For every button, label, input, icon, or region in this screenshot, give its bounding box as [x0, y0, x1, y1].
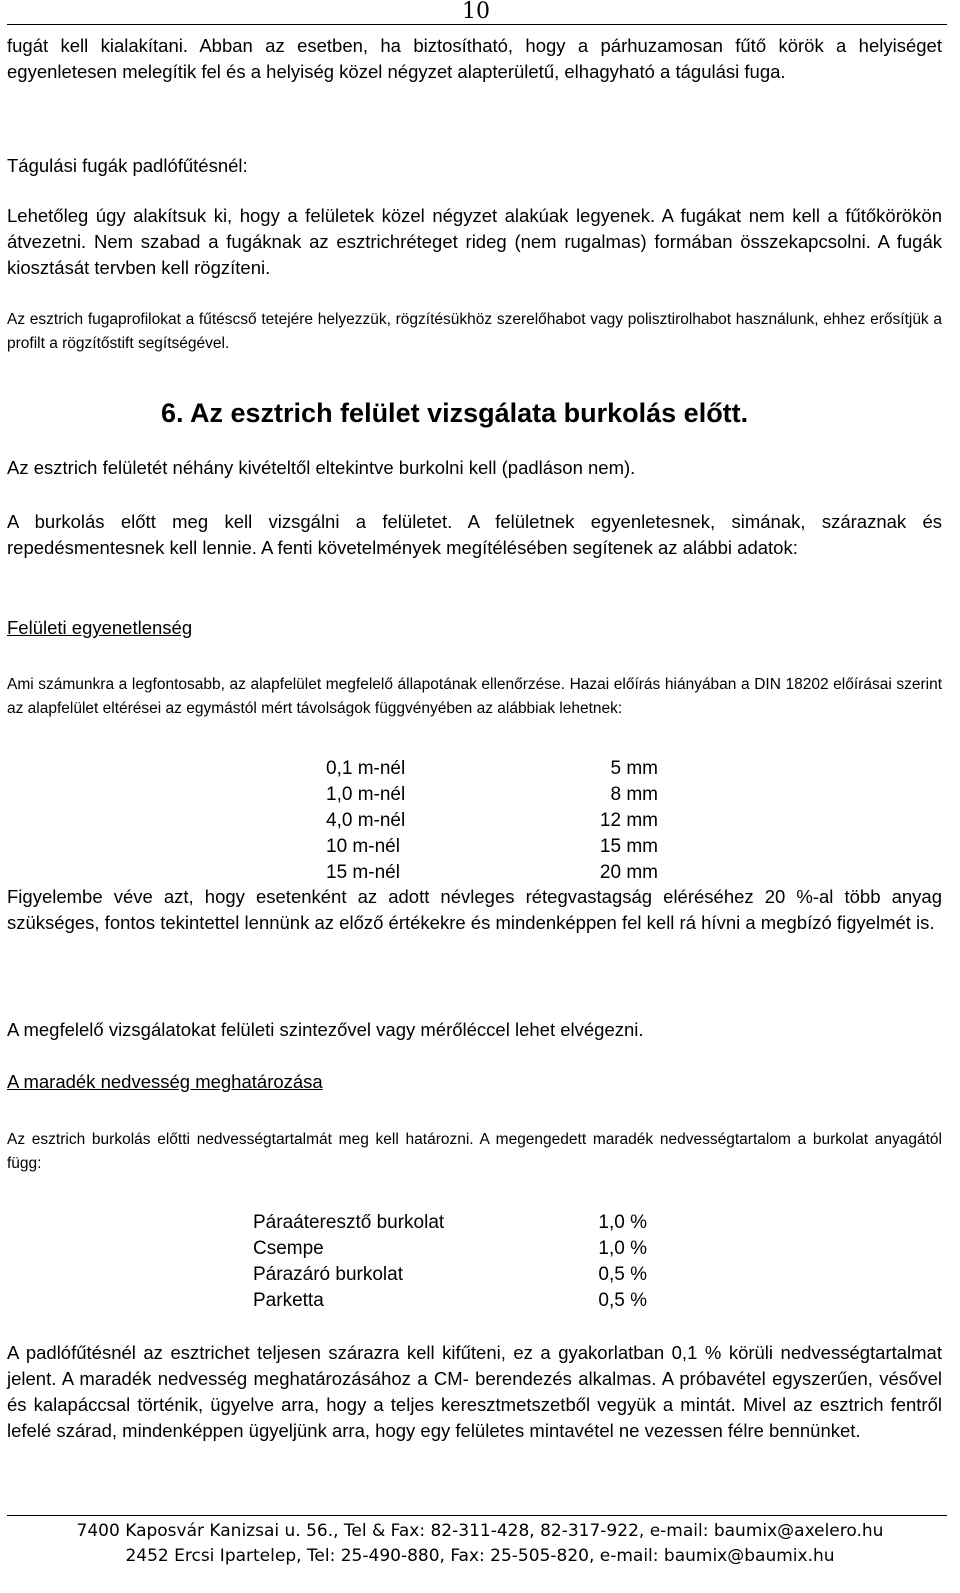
moisture-row — [253, 1288, 647, 1314]
tolerance-value: 12 mm — [599, 810, 658, 831]
footer-address-ercsi: 2452 Ercsi Ipartelep, Tel: 25-490-880, Fax: 25-505-820, e-mail: baumix@baumix.hu — [125, 1546, 835, 1566]
moisture-value: 1,0 % — [598, 1212, 647, 1233]
paragraph-joint-layout: Lehetőleg úgy alakítsuk ki, hogy a felületek közel négyzet alakúak legyenek. A fugákat nem kell a fűtőkörökön átvezetni. Nem szabad a fugáknak az esztrichréteget rideg (nem rugalmas) formában összekapcsolni. A fugák kiosztását tervben kell rögzíteni. — [7, 205, 942, 278]
section-heading: 6. Az esztrich felület vizsgálata burkolás előtt. — [161, 398, 749, 428]
paragraph-measurement-tools: A megfelelő vizsgálatokat felületi szintezővel vagy mérőléccel lehet elvégezni. — [7, 1019, 644, 1040]
tolerance-row — [326, 808, 658, 834]
moisture-row — [253, 1262, 647, 1288]
moisture-row — [253, 1236, 647, 1262]
tolerance-row — [326, 834, 658, 860]
page-number: 10 — [462, 0, 490, 24]
tolerance-value: 8 mm — [610, 784, 658, 805]
tolerance-row — [326, 860, 658, 886]
moisture-value: 0,5 % — [598, 1264, 647, 1285]
tolerance-distance: 1,0 m-nél — [326, 784, 406, 805]
subheading-surface-unevenness: Felületi egyenetlenség — [7, 617, 193, 638]
moisture-table — [253, 1210, 647, 1314]
tolerance-distance: 4,0 m-nél — [326, 810, 406, 831]
footer-address-kaposvar: 7400 Kaposvár Kanizsai u. 56., Tel & Fax: 82-311-428, 82-317-922, e-mail: baumix@axelero.hu — [76, 1521, 884, 1541]
tolerance-distance: 10 m-nél — [326, 836, 400, 857]
moisture-material: Parketta — [253, 1290, 324, 1311]
tolerance-distance: 15 m-nél — [326, 862, 400, 883]
paragraph-drying-and-sampling: A padlófűtésnél az esztrichet teljesen szárazra kell kifűteni, ez a gyakorlatban 0,1 % körüli nedvességtartalmat jelent. A maradék nedvesség meghatározásához a CM- berendezés alkalmas. A próbavétel egyszerűen, vésővel és kalapáccsal történik, ügyelve arra, hogy a teljes keresztmetszetből vegyük a mintát. Mivel az esztrich fentről lefelé szárad, mindenképpen ügyeljünk arra, hogy egy felületes mintavétel ne vezessen félre bennünket. — [7, 1342, 942, 1441]
paragraph-din-18202: Ami számunkra a legfontosabb, az alapfelület megfelelő állapotának ellenőrzése. Hazai előírás hiányában a DIN 18202 előírásai szerint az alapfelület eltérései az egymástól mért távolságok függvényében az alábbiak lehetnek: — [7, 676, 942, 717]
header-rule — [7, 24, 947, 25]
tolerance-value: 15 mm — [599, 836, 658, 857]
moisture-value: 1,0 % — [598, 1238, 647, 1259]
tolerance-distance: 0,1 m-nél — [326, 758, 406, 779]
moisture-material: Páraáteresztő burkolat — [253, 1212, 445, 1233]
subheading-floor-heating-joints: Tágulási fugák padlófűtésnél: — [7, 155, 248, 176]
paragraph-covering-required: Az esztrich felületét néhány kivételtől eltekintve burkolni kell (padláson nem). — [7, 457, 636, 478]
tolerance-row — [326, 756, 658, 782]
moisture-value: 0,5 % — [598, 1290, 647, 1311]
moisture-material: Párazáró burkolat — [253, 1264, 403, 1285]
paragraph-moisture-content: Az esztrich burkolás előtti nedvességtartalmát meg kell határozni. A megengedett maradék nedvességtartalom a burkolat anyagától függ: — [7, 1131, 942, 1172]
paragraph-extra-material: Figyelembe véve azt, hogy esetenként az adott névleges rétegvastagság eléréséhez 20 %-al több anyag szükséges, fontos tekintettel lennünk az előző értékekre és mindenképpen fel kell rá hívni a megbízó figyelmét is. — [7, 886, 942, 933]
moisture-row — [253, 1210, 647, 1236]
subheading-residual-moisture: A maradék nedvesség meghatározása — [7, 1071, 323, 1092]
paragraph-joint-profiles: Az esztrich fugaprofilokat a fűtéscső tetejére helyezzük, rögzítésükhöz szerelőhabot vagy polisztirolhabot használunk, ehhez erősítjük a profilt a rögzítőstift segítségével. — [7, 311, 942, 352]
tolerance-value: 5 mm — [610, 758, 658, 779]
footer-rule — [7, 1515, 947, 1516]
moisture-material: Csempe — [253, 1238, 324, 1259]
tolerance-value: 20 mm — [599, 862, 658, 883]
tolerance-table — [326, 756, 658, 886]
tolerance-row — [326, 782, 658, 808]
paragraph-expansion-joint-intro: fugát kell kialakítani. Abban az esetben, ha biztosítható, hogy a párhuzamosan fűtő körök a helyiséget egyenletesen melegítik fel és a helyiség közel négyzet alapterületű, elhagyható a tágulási fuga. — [7, 35, 942, 82]
paragraph-surface-inspection: A burkolás előtt meg kell vizsgálni a felületet. A felületnek egyenletesnek, simának, száraznak és repedésmentesnek kell lennie. A fenti követelmények megítélésében segítenek az alábbi adatok: — [7, 511, 942, 558]
